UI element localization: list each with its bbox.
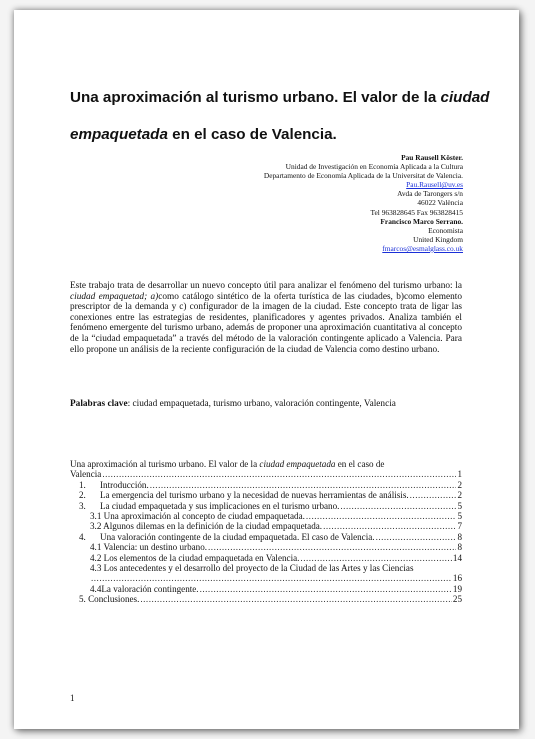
author-email-link-2[interactable]: fmarcos@esmalglass.co.uk <box>382 243 463 253</box>
toc-head-line2: Valencia <box>70 469 102 480</box>
toc-entry[interactable] <box>70 584 462 594</box>
toc-entry-label: 3.2 Algunos dilemas en la definición de la ciudad empaquetada. <box>90 521 323 532</box>
document-title <box>70 79 490 153</box>
abstract-text-1: Este trabajo trata de desarrollar un nuevo concepto útil para analizar el fenómeno del turismo urbano: la <box>70 281 462 291</box>
title-italic-2: empaquetada <box>70 126 168 143</box>
toc-entry-page: 5 <box>457 511 462 522</box>
toc-entry[interactable] <box>70 480 462 490</box>
keywords-line <box>70 399 462 410</box>
toc-head-end: en el caso de <box>335 459 385 469</box>
keywords-label: Palabras clave <box>70 399 128 409</box>
abstract-italic: ciudad empaquetad; a) <box>70 291 159 302</box>
toc-entry[interactable] <box>70 490 462 500</box>
toc-entry[interactable] <box>70 511 462 521</box>
keywords-text: : ciudad empaquetada, turismo urbano, valoración contingente, Valencia <box>127 399 396 409</box>
toc-head-text: Una aproximación al turismo urbano. El valor de la <box>70 459 260 469</box>
toc-entry-label: 4.2 Los elementos de la ciudad empaquetada en Valencia. <box>90 552 300 563</box>
author-affiliation-2: Departamento de Economía Aplicada de la Universitat de Valencia. <box>263 171 463 181</box>
toc-entry-page: 7 <box>457 521 462 532</box>
toc-entry-page: 8 <box>457 531 462 542</box>
toc-entry-label: 5. Conclusiones. <box>79 594 140 605</box>
toc-entry-page: 16 <box>452 573 462 584</box>
toc-entry[interactable] <box>70 594 462 604</box>
toc-entry-label: La ciudad empaquetada y sus implicaciones en el turismo urbano. <box>100 500 340 511</box>
toc-entry-page: 25 <box>452 594 462 605</box>
author-phone: Tel 963828645 Fax 963828415 <box>370 207 463 217</box>
abstract-text-2: como catálogo sintético de la oferta turística de las ciudades, b)como elemento prescriptor de la demanda y c) configurador de la imagen de la ciudad. Este concepto trata de ligar las conexiones entre las estrategias de residentes, planificadores y agentes privados. Analiza también el fenómeno emergente del turismo urbano, además de proponer una aproximación cuantitativa al concepto de la “ciudad empaquetada” a través del método de la valoración contingente aplicado a Valencia. Para ello propone un análisis de la reciente configuración de la ciudad de Valencia como destino urbano. <box>70 291 463 355</box>
toc-entry-label: 3.1 Una aproximación al concepto de ciudad empaquetada. <box>90 511 305 522</box>
toc-entry[interactable] <box>70 563 462 584</box>
toc-entry-page: 8 <box>457 542 462 553</box>
title-line2: en el caso de Valencia. <box>167 126 337 143</box>
toc-head-italic: ciudad empaquetada <box>259 459 336 469</box>
page-number: 1 <box>70 693 75 703</box>
toc-entry[interactable] <box>70 501 462 511</box>
toc-entry-label: La emergencia del turismo urbano y la necesidad de nuevas herramientas de análisis. <box>100 490 409 501</box>
toc-entry-number: 2. <box>79 490 86 501</box>
toc-entry-label: Una valoración contingente de la ciudad empaquetada. El caso de Valencia. <box>100 531 375 542</box>
abstract-paragraph <box>70 281 462 355</box>
author-address-1: Avda de Tarongers s/n <box>397 189 463 199</box>
toc-entry[interactable] <box>70 521 462 531</box>
author-location-2: United Kingdom <box>413 234 463 244</box>
toc-entry-page: 2 <box>457 490 462 501</box>
toc-entry-number: 1. <box>79 479 86 490</box>
toc-entry-label: 4.1 Valencia: un destino urbano. <box>90 542 208 553</box>
author-role-2: Economista <box>428 225 463 235</box>
toc-entry-number: 3. <box>79 500 86 511</box>
toc-entry-number: 4. <box>79 531 86 542</box>
toc-entry-page: 14 <box>452 552 462 563</box>
toc-entry-page: 5 <box>457 500 462 511</box>
toc-entry[interactable] <box>70 553 462 563</box>
toc-heading <box>70 459 462 480</box>
table-of-contents <box>70 459 462 605</box>
author-name-1: Pau Rausell Köster. <box>401 153 463 162</box>
toc-entry-label: 4.4La valoración contingente. <box>90 583 199 594</box>
toc-entry[interactable] <box>70 542 462 552</box>
toc-head-page: 1 <box>457 469 462 480</box>
author-block <box>264 153 463 253</box>
toc-entry-page: 19 <box>452 583 462 594</box>
toc-entry-page: 2 <box>457 479 462 490</box>
author-name-2: Francisco Marco Serrano. <box>380 216 463 226</box>
author-address-2: 46022 València <box>417 198 463 208</box>
toc-entry[interactable] <box>70 532 462 542</box>
title-italic-1: ciudad <box>440 89 490 106</box>
toc-entry-label: 4.3 Los antecedentes y el desarrollo del proyecto de la Ciudad de las Artes y las Ciencias <box>90 563 414 574</box>
author-affiliation-1: Unidad de Investigación en Economía Aplicada a la Cultura <box>285 162 463 172</box>
toc-entry-label: Introducción. <box>100 479 149 490</box>
title-line1: Una aproximación al turismo urbano. El valor de la <box>70 89 441 106</box>
author-email-link-1[interactable]: Pau.Rausell@uv.es <box>406 180 463 190</box>
document-page <box>14 10 519 729</box>
